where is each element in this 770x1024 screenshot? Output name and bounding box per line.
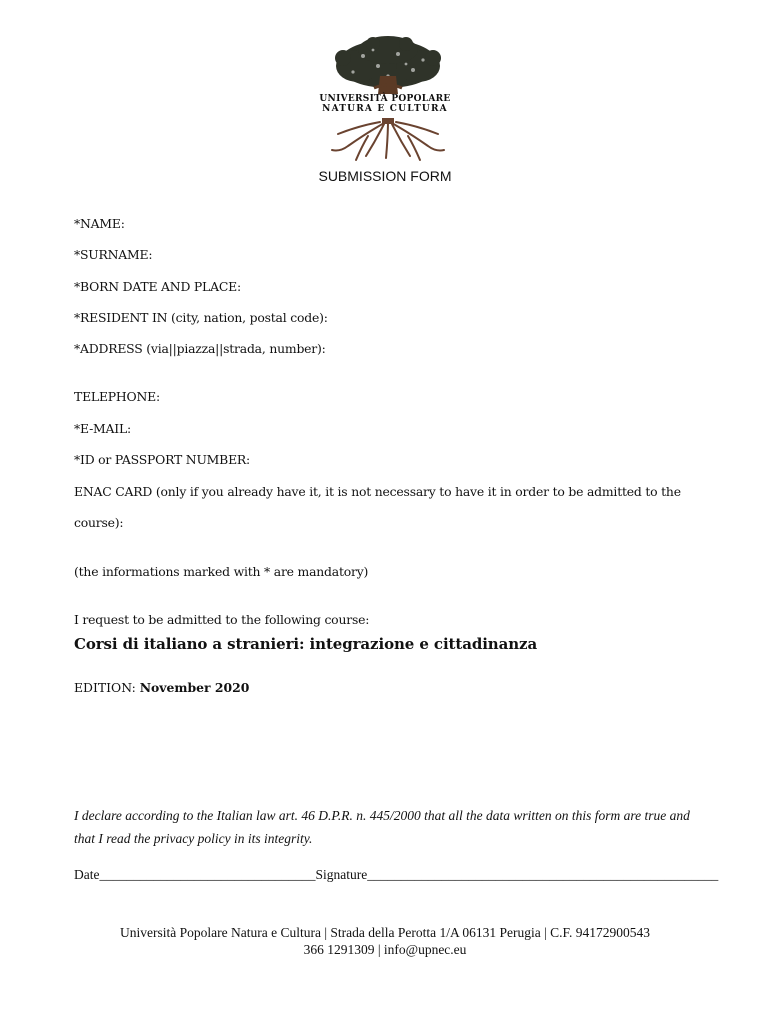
declaration-text: I declare according to the Italian law art. 46 D.P.R. n. 445/2000 that all the data written on this form are true and that I read the privacy policy in its integrity.	[74, 808, 690, 846]
signature-field[interactable]: ____________________________________________________	[367, 867, 719, 882]
field-enac-label: ENAC CARD (only if you already have it, it is not necessary to have it in order to be admitted to the	[74, 484, 681, 499]
course-request-text: I request to be admitted to the following course:	[74, 612, 370, 627]
field-enac-label-cont: course):	[74, 515, 124, 530]
course-name: Corsi di italiano a stranieri: integrazione e cittadinanza	[74, 635, 538, 653]
mandatory-note: (the informations marked with * are mandatory)	[74, 564, 369, 579]
date-field[interactable]: ________________________________	[99, 867, 316, 882]
footer	[0, 924, 770, 958]
logo-text-line1: UNIVERSITÀ POPOLARE	[319, 94, 451, 104]
footer-address: Università Popolare Natura e Cultura | Strada della Perotta 1/A 06131 Perugia | C.F. 94172900543	[120, 925, 650, 940]
footer-contact: 366 1291309 | info@upnec.eu	[303, 942, 467, 957]
edition-label: EDITION:	[74, 680, 136, 695]
logo-text-line2: NATURA E CULTURA	[322, 104, 448, 114]
field-resident-label: *RESIDENT IN (city, nation, postal code):	[74, 310, 328, 325]
edition-value: November 2020	[139, 680, 250, 695]
date-label: Date	[74, 867, 100, 882]
signature-label: Signature	[315, 867, 368, 882]
field-address-label: *ADDRESS (via||piazza||strada, number):	[74, 341, 326, 356]
form-title: SUBMISSION FORM	[318, 168, 452, 184]
field-name-label: *NAME:	[74, 216, 125, 231]
edition-line	[74, 680, 249, 695]
field-telephone-label: TELEPHONE:	[74, 389, 160, 404]
field-id-label: *ID or PASSPORT NUMBER:	[74, 452, 251, 467]
field-born-label: *BORN DATE AND PLACE:	[74, 279, 241, 294]
field-surname-label: *SURNAME:	[74, 247, 153, 262]
date-signature-line	[74, 867, 718, 883]
field-email-label: *E-MAIL:	[74, 421, 131, 436]
